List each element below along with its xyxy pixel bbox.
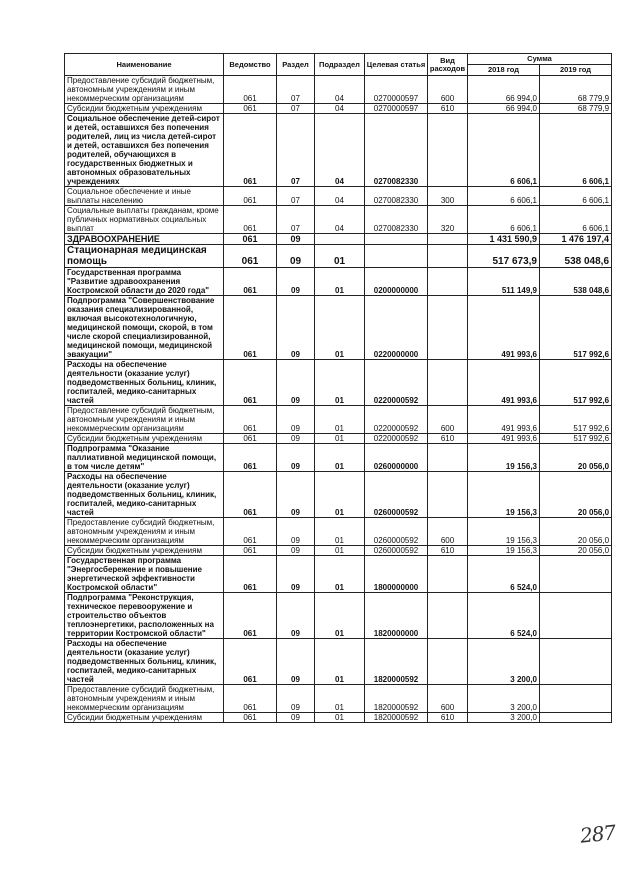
cell-target: 0270000597: [365, 104, 428, 114]
table-row: [65, 472, 612, 518]
cell-2019: 68 779,9: [540, 76, 612, 104]
cell-subsection: 01: [315, 245, 365, 268]
cell-target: 0260000592: [365, 546, 428, 556]
cell-section: 09: [277, 472, 315, 518]
cell-2018: 66 994,0: [468, 104, 540, 114]
cell-2019: 538 048,6: [540, 268, 612, 296]
cell-dept: 061: [224, 546, 277, 556]
cell-subsection: 01: [315, 518, 365, 546]
table-row: [65, 593, 612, 639]
cell-exptype: [428, 556, 468, 593]
table-row: [65, 104, 612, 114]
cell-target: 1820000592: [365, 639, 428, 685]
cell-target: 0220000592: [365, 360, 428, 406]
cell-dept: 061: [224, 444, 277, 472]
cell-subsection: 01: [315, 685, 365, 713]
cell-section: 09: [277, 639, 315, 685]
cell-name: Подпрограмма "Оказание паллиативной медицинской помощи, в том числе детям": [65, 444, 224, 472]
cell-2019: [540, 593, 612, 639]
cell-name: Субсидии бюджетным учреждениям: [65, 104, 224, 114]
cell-2018: 491 993,6: [468, 296, 540, 360]
cell-exptype: [428, 245, 468, 268]
cell-exptype: 300: [428, 187, 468, 206]
cell-dept: 061: [224, 245, 277, 268]
table-row: [65, 685, 612, 713]
page-number: 287: [578, 820, 617, 848]
cell-2018: 3 200,0: [468, 713, 540, 723]
cell-subsection: 01: [315, 296, 365, 360]
cell-target: 0260000000: [365, 444, 428, 472]
cell-name: Социальное обеспечение и иные выплаты населению: [65, 187, 224, 206]
table-row: [65, 713, 612, 723]
cell-dept: 061: [224, 685, 277, 713]
col-header-2018: 2018 год: [468, 65, 540, 76]
cell-2019: 6 606,1: [540, 206, 612, 234]
cell-subsection: 01: [315, 593, 365, 639]
cell-name: ЗДРАВООХРАНЕНИЕ: [65, 234, 224, 245]
cell-exptype: [428, 444, 468, 472]
cell-2018: 3 200,0: [468, 685, 540, 713]
cell-subsection: 04: [315, 187, 365, 206]
cell-dept: 061: [224, 296, 277, 360]
cell-exptype: [428, 114, 468, 187]
cell-2018: 19 156,3: [468, 518, 540, 546]
cell-subsection: 01: [315, 268, 365, 296]
table-row: [65, 76, 612, 104]
col-header-2019: 2019 год: [540, 65, 612, 76]
cell-subsection: [315, 234, 365, 245]
cell-target: 0270082330: [365, 206, 428, 234]
cell-2019: 517 992,6: [540, 406, 612, 434]
cell-name: Расходы на обеспечение деятельности (оказание услуг) подведомственных больниц, клиник, госпиталей, медико-санитарных частей: [65, 360, 224, 406]
cell-subsection: 04: [315, 114, 365, 187]
cell-2018: 511 149,9: [468, 268, 540, 296]
cell-target: 1820000592: [365, 713, 428, 723]
cell-target: 1800000000: [365, 556, 428, 593]
cell-target: 0220000592: [365, 434, 428, 444]
cell-2018: 6 524,0: [468, 556, 540, 593]
cell-name: Предоставление субсидий бюджетным, автономным учреждениям и иным некоммерческим организациям: [65, 406, 224, 434]
cell-2018: 19 156,3: [468, 472, 540, 518]
cell-target: 0220000592: [365, 406, 428, 434]
cell-2018: 1 431 590,9: [468, 234, 540, 245]
col-header-exptype: Вид расходов: [428, 54, 468, 76]
cell-name: Подпрограмма "Совершенствование оказания специализированной, включая высокотехнологичную, медицинской помощи, скорой, в том числе скорой специализированной, медицинской помощи, медицинской эвакуации": [65, 296, 224, 360]
col-header-sum: Сумма: [468, 54, 612, 65]
cell-subsection: 01: [315, 556, 365, 593]
col-header-dept: Ведомство: [224, 54, 277, 76]
cell-target: 0270082330: [365, 114, 428, 187]
cell-section: 07: [277, 206, 315, 234]
cell-2018: 491 993,6: [468, 360, 540, 406]
cell-name: Стационарная медицинская помощь: [65, 245, 224, 268]
cell-exptype: 600: [428, 406, 468, 434]
cell-exptype: [428, 268, 468, 296]
cell-section: 09: [277, 685, 315, 713]
cell-2018: 6 606,1: [468, 187, 540, 206]
cell-section: 09: [277, 296, 315, 360]
cell-section: 09: [277, 546, 315, 556]
cell-2019: 517 992,6: [540, 434, 612, 444]
cell-2019: 6 606,1: [540, 187, 612, 206]
cell-2019: 20 056,0: [540, 472, 612, 518]
cell-subsection: 01: [315, 713, 365, 723]
cell-section: 09: [277, 245, 315, 268]
cell-2018: 6 524,0: [468, 593, 540, 639]
cell-target: 0260000592: [365, 518, 428, 546]
cell-dept: 061: [224, 104, 277, 114]
cell-exptype: [428, 593, 468, 639]
cell-dept: 061: [224, 472, 277, 518]
cell-2019: [540, 713, 612, 723]
cell-target: 1820000592: [365, 685, 428, 713]
cell-target: 0200000000: [365, 268, 428, 296]
cell-section: 09: [277, 434, 315, 444]
cell-target: [365, 245, 428, 268]
cell-target: 0270082330: [365, 187, 428, 206]
table-row: [65, 234, 612, 245]
cell-2019: 538 048,6: [540, 245, 612, 268]
cell-exptype: 610: [428, 434, 468, 444]
cell-2018: 6 606,1: [468, 114, 540, 187]
table-row: [65, 518, 612, 546]
cell-2018: 19 156,3: [468, 546, 540, 556]
cell-subsection: 01: [315, 546, 365, 556]
cell-dept: 061: [224, 434, 277, 444]
table-row: [65, 245, 612, 268]
cell-name: Социальные выплаты гражданам, кроме публичных нормативных социальных выплат: [65, 206, 224, 234]
cell-exptype: 610: [428, 546, 468, 556]
cell-subsection: 04: [315, 104, 365, 114]
cell-subsection: 01: [315, 444, 365, 472]
cell-subsection: 01: [315, 406, 365, 434]
cell-exptype: [428, 360, 468, 406]
cell-subsection: 01: [315, 360, 365, 406]
cell-2019: [540, 685, 612, 713]
cell-exptype: 600: [428, 685, 468, 713]
col-header-name: Наименование: [65, 54, 224, 76]
cell-section: 09: [277, 234, 315, 245]
table-row: [65, 206, 612, 234]
cell-exptype: 320: [428, 206, 468, 234]
cell-target: 1820000000: [365, 593, 428, 639]
cell-subsection: 01: [315, 639, 365, 685]
table-row: [65, 556, 612, 593]
cell-section: 07: [277, 104, 315, 114]
cell-2019: 20 056,0: [540, 518, 612, 546]
cell-dept: 061: [224, 593, 277, 639]
cell-exptype: [428, 472, 468, 518]
cell-2018: 491 993,6: [468, 434, 540, 444]
cell-2018: 19 156,3: [468, 444, 540, 472]
cell-exptype: 600: [428, 518, 468, 546]
cell-target: 0260000592: [365, 472, 428, 518]
cell-section: 09: [277, 406, 315, 434]
cell-section: 09: [277, 360, 315, 406]
cell-subsection: 01: [315, 472, 365, 518]
cell-exptype: 610: [428, 104, 468, 114]
cell-2018: 3 200,0: [468, 639, 540, 685]
cell-name: Государственная программа "Развитие здравоохранения Костромской области до 2020 года": [65, 268, 224, 296]
cell-2019: [540, 556, 612, 593]
cell-exptype: 600: [428, 76, 468, 104]
cell-name: Расходы на обеспечение деятельности (оказание услуг) подведомственных больниц, клиник, госпиталей, медико-санитарных частей: [65, 639, 224, 685]
table-row: [65, 639, 612, 685]
cell-dept: 061: [224, 234, 277, 245]
cell-section: 09: [277, 713, 315, 723]
cell-exptype: [428, 296, 468, 360]
cell-dept: 061: [224, 114, 277, 187]
table-row: [65, 114, 612, 187]
cell-section: 07: [277, 76, 315, 104]
cell-name: Подпрограмма "Реконструкция, техническое перевооружение и строительство объектов теплоэнергетики, расположенных на территории Костромской области": [65, 593, 224, 639]
cell-2018: 6 606,1: [468, 206, 540, 234]
cell-name: Предоставление субсидий бюджетным, автономным учреждениям и иным некоммерческим организациям: [65, 76, 224, 104]
cell-dept: 061: [224, 518, 277, 546]
col-header-section: Раздел: [277, 54, 315, 76]
cell-section: 09: [277, 444, 315, 472]
cell-name: Социальное обеспечение детей-сирот и детей, оставшихся без попечения родителей, лиц из числа детей-сирот и детей, оставшихся без попечения родителей, обучающихся в государственных бюджетных и автономных образовательных учреждениях: [65, 114, 224, 187]
cell-name: Государственная программа "Энергосбережение и повышение энергетической эффективности Костромской области": [65, 556, 224, 593]
table-row: [65, 360, 612, 406]
cell-target: 0270000597: [365, 76, 428, 104]
cell-name: Субсидии бюджетным учреждениям: [65, 546, 224, 556]
cell-section: 07: [277, 187, 315, 206]
cell-dept: 061: [224, 268, 277, 296]
cell-exptype: 610: [428, 713, 468, 723]
cell-2019: 1 476 197,4: [540, 234, 612, 245]
cell-name: Расходы на обеспечение деятельности (оказание услуг) подведомственных больниц, клиник, госпиталей, медико-санитарных частей: [65, 472, 224, 518]
cell-dept: 061: [224, 406, 277, 434]
cell-exptype: [428, 639, 468, 685]
cell-section: 09: [277, 518, 315, 546]
cell-2018: 491 993,6: [468, 406, 540, 434]
cell-2019: 68 779,9: [540, 104, 612, 114]
cell-section: 09: [277, 593, 315, 639]
cell-dept: 061: [224, 556, 277, 593]
table-row: [65, 444, 612, 472]
cell-exptype: [428, 234, 468, 245]
cell-name: Субсидии бюджетным учреждениям: [65, 434, 224, 444]
cell-2019: 517 992,6: [540, 360, 612, 406]
cell-2018: 517 673,9: [468, 245, 540, 268]
cell-subsection: 04: [315, 206, 365, 234]
cell-dept: 061: [224, 713, 277, 723]
cell-2018: 66 994,0: [468, 76, 540, 104]
cell-2019: 6 606,1: [540, 114, 612, 187]
table-row: [65, 187, 612, 206]
cell-name: Субсидии бюджетным учреждениям: [65, 713, 224, 723]
cell-dept: 061: [224, 187, 277, 206]
table-body: [65, 76, 612, 723]
cell-name: Предоставление субсидий бюджетным, автономным учреждениям и иным некоммерческим организациям: [65, 518, 224, 546]
table-row: [65, 406, 612, 434]
cell-subsection: 04: [315, 76, 365, 104]
table-row: [65, 296, 612, 360]
table-row: [65, 546, 612, 556]
budget-table: [64, 53, 612, 723]
cell-dept: 061: [224, 76, 277, 104]
cell-2019: 517 992,6: [540, 296, 612, 360]
cell-name: Предоставление субсидий бюджетным, автономным учреждениям и иным некоммерческим организациям: [65, 685, 224, 713]
table-row: [65, 434, 612, 444]
cell-dept: 061: [224, 639, 277, 685]
table-header-row: [65, 54, 612, 65]
cell-dept: 061: [224, 360, 277, 406]
cell-2019: 20 056,0: [540, 444, 612, 472]
cell-target: 0220000000: [365, 296, 428, 360]
cell-section: 07: [277, 114, 315, 187]
cell-section: 09: [277, 556, 315, 593]
cell-section: 09: [277, 268, 315, 296]
cell-2019: 20 056,0: [540, 546, 612, 556]
table-row: [65, 268, 612, 296]
cell-dept: 061: [224, 206, 277, 234]
col-header-subsection: Подраздел: [315, 54, 365, 76]
col-header-target: Целевая статья: [365, 54, 428, 76]
cell-subsection: 01: [315, 434, 365, 444]
cell-2019: [540, 639, 612, 685]
cell-target: [365, 234, 428, 245]
